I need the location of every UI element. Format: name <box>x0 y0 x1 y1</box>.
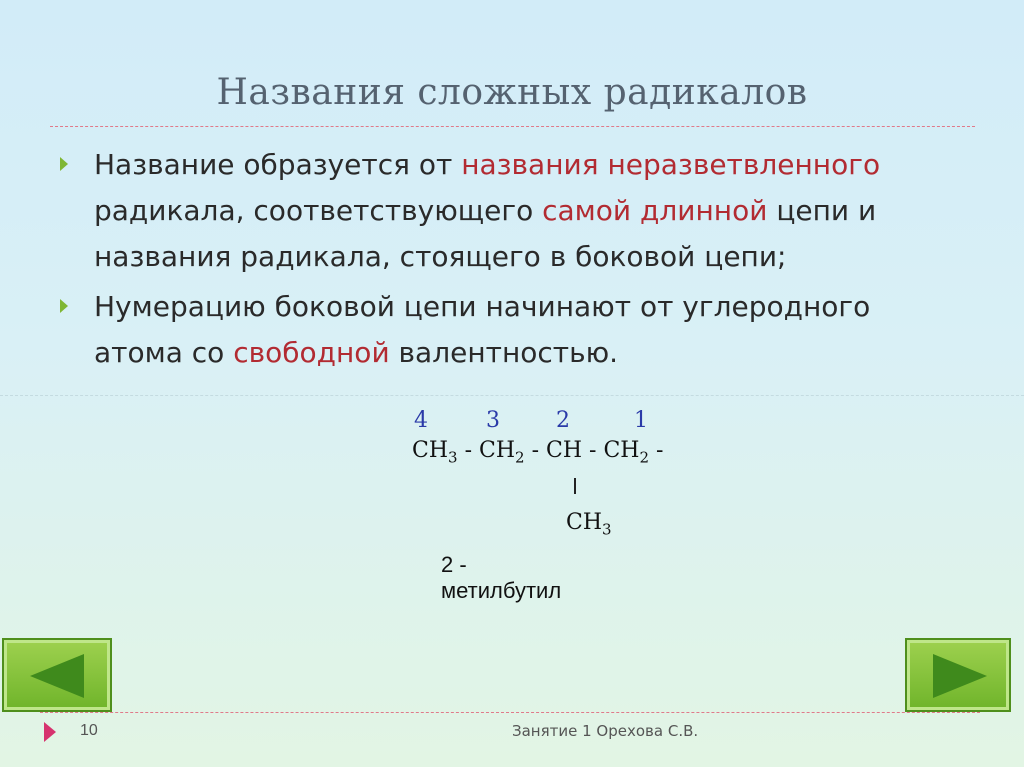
group-1: CH <box>412 438 449 463</box>
carbon-number-4: 4 <box>414 408 428 433</box>
group-4-subscript: 2 <box>639 448 650 467</box>
page-number: 10 <box>80 722 98 739</box>
group-3: CH <box>546 438 583 463</box>
bullet-marker-icon <box>60 157 68 171</box>
bullet-2-part-1: свободной <box>233 336 390 369</box>
bullet-marker-icon <box>60 299 68 313</box>
branch-group-symbol: CH <box>566 510 603 535</box>
bullet-1-part-0: Название образуется от <box>94 148 462 181</box>
branch-bond <box>574 478 576 494</box>
group-2-subscript: 2 <box>515 448 525 467</box>
bond-2: - <box>524 438 546 463</box>
bond-1: - <box>457 438 479 463</box>
slide-title: Названия сложных радикалов <box>216 72 808 113</box>
bullet-1-part-4: цепи и названия радикала, стоящего в боковой цепи; <box>94 194 877 273</box>
bond-4: - <box>649 438 664 463</box>
arrow-right-icon <box>933 654 987 698</box>
main-chain <box>412 438 663 466</box>
carbon-number-1: 1 <box>634 408 648 433</box>
bullet-1 <box>60 142 940 280</box>
arrow-left-icon <box>30 654 84 698</box>
content-divider <box>0 395 1024 396</box>
compound-name: 2 - метилбутил <box>441 552 562 603</box>
branch-group <box>566 510 612 538</box>
carbon-number-2: 2 <box>556 408 570 433</box>
title-divider <box>50 126 975 127</box>
previous-slide-button[interactable] <box>2 638 112 712</box>
triangle-right-icon <box>44 722 56 742</box>
bullet-1-part-3: самой длинной <box>542 194 768 227</box>
bullet-1-text <box>94 142 940 280</box>
bullet-1-part-1: названия неразветвленного <box>461 148 881 181</box>
bullet-2-part-2: валентностью. <box>389 336 619 369</box>
next-slide-button[interactable] <box>905 638 1011 712</box>
branch-group-subscript: 3 <box>602 520 612 539</box>
footer-text: Занятие 1 Орехова С.В. <box>512 722 699 740</box>
group-4: CH <box>603 438 640 463</box>
group-2: CH <box>479 438 516 463</box>
bullet-1-part-2: радикала, соответствующего <box>94 194 543 227</box>
bond-3: - <box>582 438 604 463</box>
bullet-2-text <box>94 284 940 376</box>
bullet-2-part-0: Нумерацию боковой цепи начинают от углеродного атома со <box>94 290 871 369</box>
carbon-number-3: 3 <box>486 408 500 433</box>
bullet-2 <box>60 284 940 376</box>
group-1-subscript: 3 <box>448 448 458 467</box>
footer-divider <box>40 712 980 713</box>
